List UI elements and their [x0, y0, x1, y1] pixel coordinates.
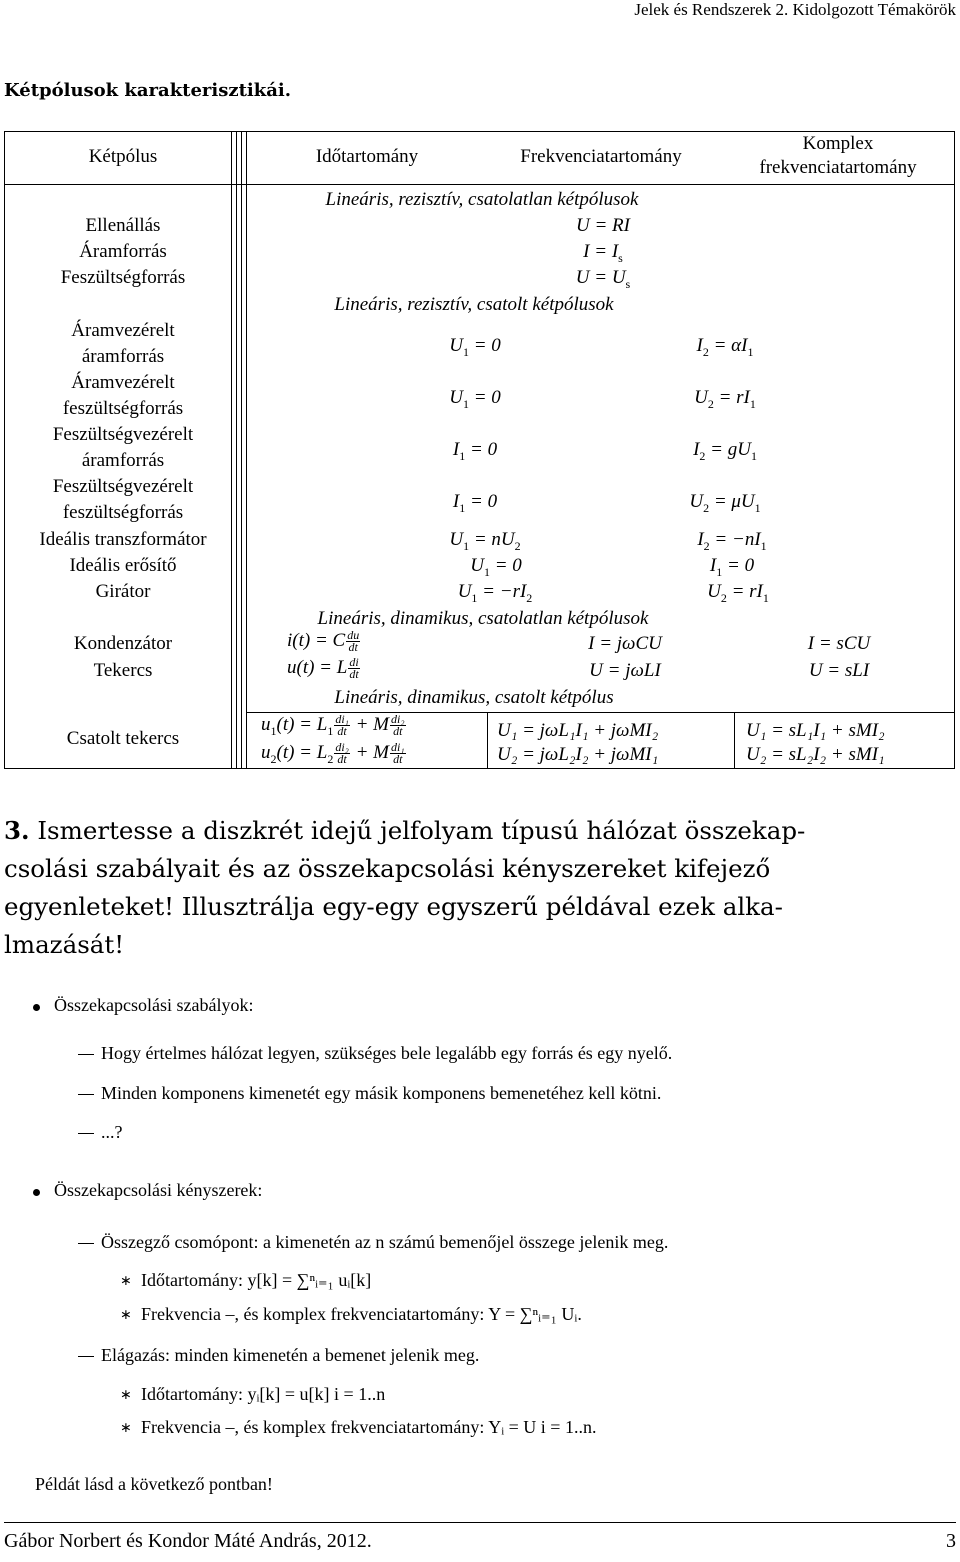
- bullet-icon: [33, 1189, 40, 1196]
- row-vccs-name-1: Feszültségvezérelt: [52, 424, 194, 445]
- row-coupled-inductor-name: Csatolt tekercs: [66, 728, 180, 749]
- row-coupled-freq-1: U₁ = jωL₁I₁ + jωMI₂: [497, 720, 659, 741]
- header-frequency-domain: Frekvenciatartomány: [520, 146, 682, 167]
- row-ccvs-name-1: Áramvezérelt: [71, 372, 175, 393]
- branch-time: Időtartomány: yᵢ[k] = u[k] i = 1..n: [141, 1384, 386, 1404]
- question-number: 3.: [4, 816, 30, 845]
- row-voltage-source-name: Feszültségforrás: [60, 267, 186, 288]
- row-voltage-source-eq: $U = U_s$: [575, 267, 631, 291]
- example-note: Példát lásd a következő pontban!: [35, 1474, 273, 1494]
- dash-icon: [78, 1054, 94, 1055]
- group-resistive-coupled: Lineáris, rezisztív, csatolt kétpólusok: [334, 294, 614, 315]
- summing-node-text: Összegző csomópont: a kimenetén az n számú bemenőjel összege jelenik meg.: [101, 1232, 669, 1252]
- question-title: [4, 812, 956, 964]
- row-capacitor-complex: I = sCU: [807, 633, 871, 654]
- row-current-source-eq: $I = I_s$: [583, 241, 623, 265]
- row-transformer-name: Ideális transzformátor: [39, 529, 207, 550]
- row-amplifier-eq2: $I_1 = 0$: [709, 555, 755, 579]
- row-cccs-eq1: $U_1 = 0$: [449, 335, 501, 359]
- group-resistive-uncoupled: Lineáris, rezisztív, csatolatlan kétpólusok: [325, 189, 639, 210]
- row-amplifier-name: Ideális erősítő: [69, 555, 177, 576]
- row-vcvs-eq1: $I_1 = 0$: [452, 491, 498, 515]
- page-number: 3: [946, 1530, 956, 1552]
- group-dynamic-coupled: Lineáris, dinamikus, csatolt kétpólus: [334, 687, 614, 708]
- row-gyrator-eq1: $U_1 = -rI_2$: [457, 581, 533, 605]
- row-gyrator-eq2: $U_2 = rI_1$: [707, 581, 769, 605]
- rule-item-3: ...?: [101, 1122, 123, 1142]
- dash-icon: [78, 1356, 94, 1357]
- row-vccs-eq2: $I_2 = gU_1$: [693, 439, 757, 463]
- characteristics-table: [4, 131, 955, 769]
- row-inductor-freq: U = jωLI: [589, 660, 661, 681]
- section-title: Kétpólusok karakterisztikái.: [4, 80, 291, 101]
- row-vcvs-name-2: feszültségforrás: [62, 502, 184, 523]
- row-inductor-complex: U = sLI: [808, 660, 870, 681]
- row-vccs-name-2: áramforrás: [81, 450, 165, 471]
- bullet-icon: [33, 1004, 40, 1011]
- row-resistor-eq: U = RI: [576, 215, 630, 236]
- rules-heading: Összekapcsolási szabályok:: [54, 995, 254, 1015]
- constraints-heading: Összekapcsolási kényszerek:: [54, 1180, 263, 1200]
- question-line-1: Ismertesse a diszkrét idejű jelfolyam típusú hálózat összekap-: [37, 816, 806, 845]
- footer-authors: Gábor Norbert és Kondor Máté András, 2012.: [4, 1530, 372, 1552]
- row-vcvs-eq2: $U_2 = \mu U_1$: [689, 491, 761, 515]
- row-ccvs-name-2: feszültségforrás: [62, 398, 184, 419]
- row-gyrator-name: Girátor: [95, 581, 151, 602]
- header-time-domain: Időtartomány: [315, 146, 419, 167]
- row-inductor-time: u(t) = L $\frac{di}{dt}$: [287, 655, 359, 682]
- asterisk-icon: ∗: [120, 1307, 132, 1323]
- summing-time: Időtartomány: y[k] = ∑ⁿᵢ₌₁ uᵢ[k]: [141, 1270, 372, 1290]
- footer-divider: [4, 1522, 956, 1523]
- row-vccs-eq1: $I_1 = 0$: [452, 439, 498, 463]
- asterisk-icon: ∗: [120, 1387, 132, 1403]
- row-cccs-eq2: $I_2 = \alpha I_1$: [696, 335, 754, 359]
- row-coupled-time-2: $u_2(t) = L_2$ $\frac{\text{di₂}}{dt}$ + M $\frac{\text{di₁}}{dt}$: [261, 740, 405, 767]
- row-current-source-name: Áramforrás: [79, 241, 167, 262]
- row-coupled-freq-2: U₂ = jωL₂I₂ + jωMI₁: [497, 744, 659, 765]
- asterisk-icon: ∗: [120, 1420, 132, 1436]
- running-header: Jelek és Rendszerek 2. Kidolgozott Témakörök: [634, 0, 956, 19]
- question-line-4: lmazását!: [4, 930, 125, 959]
- row-vcvs-name-1: Feszültségvezérelt: [52, 476, 194, 497]
- row-cccs-name-2: áramforrás: [81, 346, 165, 367]
- question-line-3: egyenleteket! Illusztrálja egy-egy egyszerű példával ezek alka-: [4, 892, 783, 921]
- row-ccvs-eq1: $U_1 = 0$: [449, 387, 501, 411]
- group-dynamic-uncoupled: Lineáris, dinamikus, csatolatlan kétpólusok: [317, 608, 649, 629]
- header-complex-line1: Komplex: [802, 133, 874, 154]
- rule-item-1: Hogy értelmes hálózat legyen, szükséges bele legalább egy forrás és egy nyelő.: [101, 1043, 673, 1063]
- dash-icon: [78, 1243, 94, 1244]
- row-capacitor-freq: I = jωCU: [588, 633, 662, 654]
- summing-freq: Frekvencia –, és komplex frekvenciatartomány: Y = ∑ⁿᵢ₌₁ Uᵢ.: [141, 1304, 582, 1324]
- dash-icon: [78, 1094, 94, 1095]
- row-capacitor-time: i(t) = C $\frac{du}{dt}$: [287, 628, 360, 655]
- dash-icon: [78, 1133, 94, 1134]
- row-coupled-time-1: $u_1(t) = L_1$ $\frac{\text{di₁}}{dt}$ + M $\frac{\text{di₂}}{dt}$: [261, 712, 405, 739]
- row-capacitor-name: Kondenzátor: [73, 633, 173, 654]
- row-transformer-eq2: $I_2 = -nI_1$: [697, 529, 767, 553]
- header-complex-line2: frekvenciatartomány: [759, 157, 917, 178]
- row-coupled-complex-1: U₁ = sL₁I₁ + sMI₂: [746, 720, 885, 741]
- row-ccvs-eq2: $U_2 = rI_1$: [694, 387, 756, 411]
- row-inductor-name: Tekercs: [93, 660, 153, 681]
- question-line-2: csolási szabályait és az összekapcsolási kényszereket kifejező: [4, 854, 771, 883]
- row-amplifier-eq1: $U_1 = 0$: [470, 555, 522, 579]
- asterisk-icon: ∗: [120, 1273, 132, 1289]
- row-transformer-eq1: $U_1 = nU_2$: [449, 529, 521, 553]
- row-resistor-name: Ellenállás: [85, 215, 161, 236]
- row-cccs-name-1: Áramvezérelt: [71, 320, 175, 341]
- header-twoport: Kétpólus: [88, 146, 158, 167]
- branch-freq: Frekvencia –, és komplex frekvenciatartomány: Yᵢ = U i = 1..n.: [141, 1417, 597, 1437]
- row-coupled-complex-2: U₂ = sL₂I₂ + sMI₁: [746, 744, 885, 765]
- rule-item-2: Minden komponens kimenetét egy másik komponens bemenetéhez kell kötni.: [101, 1083, 662, 1103]
- branch-text: Elágazás: minden kimenetén a bemenet jelenik meg.: [101, 1345, 480, 1365]
